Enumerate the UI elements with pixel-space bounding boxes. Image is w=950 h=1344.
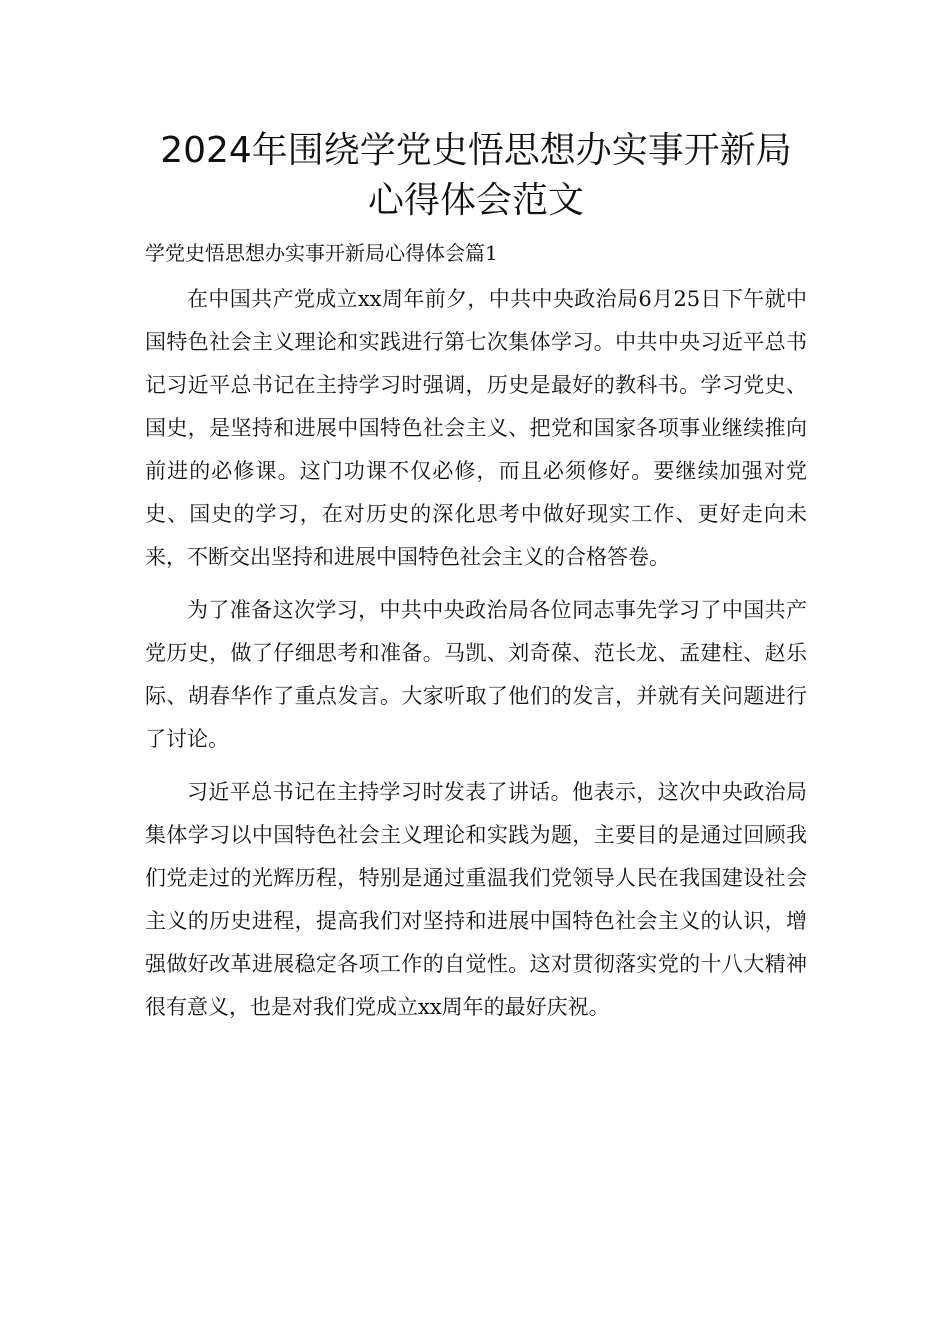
paragraph-1: 在中国共产党成立xx周年前夕，中共中央政治局6月25日下午就中国特色社会主义理论和实践进行第七次集体学习。中共中央习近平总书记习近平总书记在主持学习时强调，历史是最好的教科书。学习党史、国史，是坚持和进展中国特色社会主义、把党和国家各项事业继续推向前进的必修课。这门功课不仅必修，而且必须修好。要继续加强对党史、国史的学习，在对历史的深化思考中做好现实工作、更好走向未来，不断交出坚持和进展中国特色社会主义的合格答卷。 [145,287,807,569]
document-page [145,126,807,1029]
document-title: 2024年围绕学党史悟思想办实事开新局心得体会范文 [160,130,792,221]
paragraph-2: 为了准备这次学习，中共中央政治局各位同志事先学习了中国共产党历史，做了仔细思考和准备。马凯、刘奇葆、范长龙、孟建柱、赵乐际、胡春华作了重点发言。大家听取了他们的发言，并就有关问题进行了讨论。 [145,598,807,751]
paragraph-3: 习近平总书记在主持学习时发表了讲话。他表示，这次中央政治局集体学习以中国特色社会主义理论和实践为题，主要目的是通过回顾我们党走过的光辉历程，特别是通过重温我们党领导人民在我国建设社会主义的历史进程，提高我们对坚持和进展中国特色社会主义的认识，增强做好改革进展稳定各项工作的自觉性。这对贯彻落实党的十八大精神很有意义，也是对我们党成立xx周年的最好庆祝。 [145,780,807,1019]
section-heading: 学党史悟思想办实事开新局心得体会篇1 [145,241,498,265]
